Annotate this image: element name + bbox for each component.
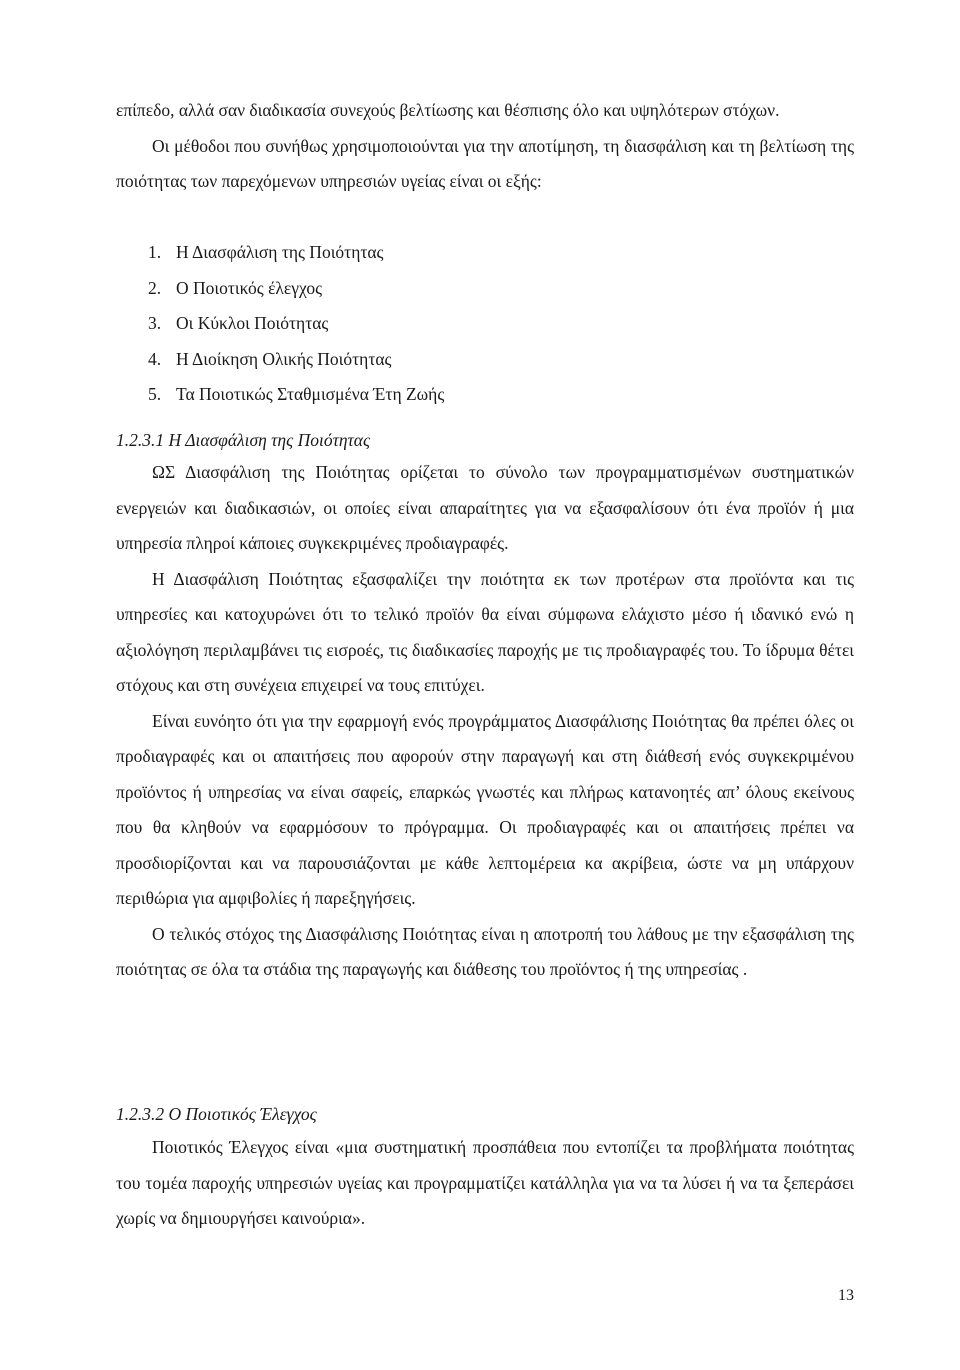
qa-requirements-paragraph: Είναι ευνόητο ότι για την εφαρμογή ενός προγράμματος Διασφάλισης Ποιότητας θα πρέπει όλες οι προδιαγραφές και οι απαιτήσεις που αφορούν στην παραγωγή και στη διάθεσή ενός συγκεκριμένου προϊόντος ή υπηρεσίας να είναι σαφείς, επαρκώς γνωστές και πλήρως κατανοητές απ’ όλους εκείνους που θα κληθούν να εφαρμόσουν το πρόγραμμα. Οι προδιαγραφές και οι απαιτήσεις πρέπει να προσδιορίζονται και να παρουσιάζονται με κάθε λεπτομέρεια κα ακρίβεια, ώστε να μη υπάρχουν περιθώρια για αμφιβολίες ή παρεξηγήσεις. [116,710,854,908]
quality-control-section [116,1130,854,1237]
list-item-number: 3. [148,313,162,333]
qc-definition-paragraph: Ποιοτικός Έλεγχος είναι «μια συστηματική προσπάθεια που εντοπίζει τα προβλήματα ποιότητας του τομέα παροχής υπηρεσιών υγείας και προγραμματίζει κατάλληλα για να τα λύσει ή να τα ξεπεράσει χωρίς να δημιουργήσει καινούρια». [116,1137,854,1228]
intro-section [116,93,854,200]
list-item-label: Η Διασφάλιση της Ποιότητας [176,242,384,262]
qa-scope-paragraph: Η Διασφάλιση Ποιότητας εξασφαλίζει την ποιότητα εκ των προτέρων στα προϊόντα και τις υπηρεσίες και κατοχυρώνει ότι το τελικό προϊόν θα είναι σύμφωνα ελάχιστο μέσο ή ιδανικό ενώ η αξιολόγηση περιλαμβάνει τις εισροές, τις διαδικασίες παροχής με τις προδιαγραφές του. Το ίδρυμα θέτει στόχους και στη συνέχεια επιχειρεί να τους επιτύχει. [116,568,854,695]
list-item-number: 1. [148,242,162,262]
list-item-label: Τα Ποιοτικώς Σταθμισμένα Έτη Ζωής [176,384,445,404]
intro-paragraph-continued: επίπεδο, αλλά σαν διαδικασία συνεχούς βελτίωσης και θέσπισης όλο και υψηλότερων στόχων. [116,100,780,120]
list-item-label: Οι Κύκλοι Ποιότητας [176,313,329,333]
quality-assurance-section [116,455,854,988]
intro-paragraph-methods: Οι μέθοδοι που συνήθως χρησιμοποιούνται για την αποτίμηση, τη διασφάλιση και τη βελτίωση της ποιότητας των παρεχόμενων υπηρεσιών υγείας είναι οι εξής: [116,135,854,191]
list-item-number: 2. [148,277,162,298]
section-heading-quality-assurance: 1.2.3.1 Η Διασφάλιση της Ποιότητας [116,430,371,450]
list-item [148,235,748,271]
list-item-number: 5. [148,384,162,404]
list-item-label: Ο Ποιοτικός έλεγχος [176,277,323,298]
list-item [148,377,748,413]
qa-definition-paragraph: ΩΣ Διασφάλιση της Ποιότητας ορίζεται το σύνολο των προγραμματισμένων συστηματικών ενεργειών και διαδικασιών, οι οποίες είναι απαραίτητες για να εξασφαλίσουν ότι ένα προϊόν ή μια υπηρεσία πληροί κάποιες συγκεκριμένες προδιαγραφές. [116,462,854,553]
list-item-number: 4. [148,348,162,369]
list-item [148,271,748,307]
list-item-label: Η Διοίκηση Ολικής Ποιότητας [176,348,392,369]
page-number: 13 [838,1287,854,1304]
methods-list [148,235,748,413]
section-heading-quality-control: 1.2.3.2 Ο Ποιοτικός Έλεγχος [116,1104,317,1124]
list-item [148,342,748,378]
qa-goal-paragraph: Ο τελικός στόχος της Διασφάλισης Ποιότητας είναι η αποτροπή του λάθους με την εξασφάλιση της ποιότητας σε όλα τα στάδια της παραγωγής και διάθεσης του προϊόντος ή της υπηρεσίας . [116,923,854,979]
list-item [148,306,748,342]
